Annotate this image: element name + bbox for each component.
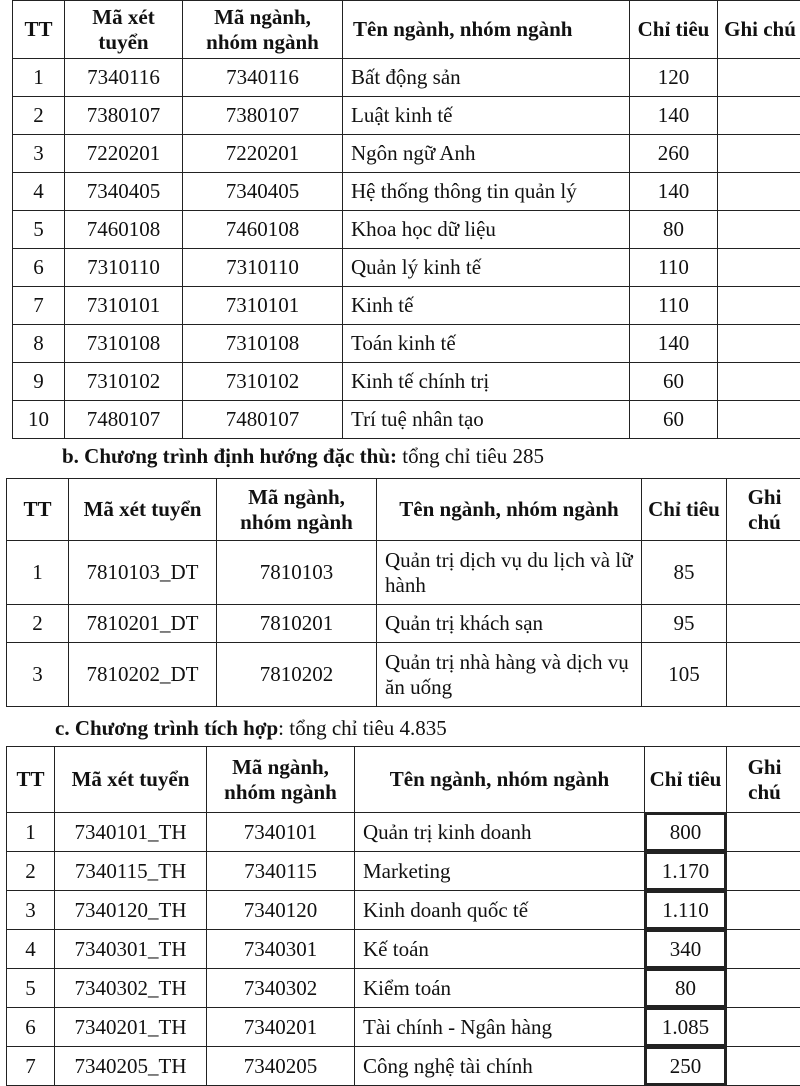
- cell-major-name: Quản lý kinh tế: [343, 249, 630, 287]
- cell-tt: 2: [7, 605, 69, 643]
- table-row: [13, 249, 800, 287]
- section-b-heading: [62, 444, 544, 469]
- cell-quota: 105: [642, 643, 727, 707]
- cell-quota: [645, 1008, 727, 1047]
- cell-major-code: 7340201: [207, 1008, 355, 1047]
- cell-major-name: Quản trị kinh doanh: [355, 813, 645, 852]
- cell-tt: 4: [7, 930, 55, 969]
- table-body: [7, 541, 800, 707]
- header-tt: TT: [7, 479, 69, 541]
- table-row: [7, 891, 800, 930]
- cell-admission-code: 7340302_TH: [55, 969, 207, 1008]
- cell-tt: 9: [13, 363, 65, 401]
- quota-value: 1.110: [645, 891, 726, 929]
- cell-quota: [645, 969, 727, 1008]
- cell-note: [727, 643, 800, 707]
- table-body: [7, 813, 800, 1086]
- cell-quota: 60: [630, 401, 718, 439]
- table-row: [13, 325, 800, 363]
- cell-major-code: 7460108: [183, 211, 343, 249]
- cell-major-name: Toán kinh tế: [343, 325, 630, 363]
- header-quota: Chỉ tiêu: [645, 747, 727, 813]
- cell-tt: 1: [7, 541, 69, 605]
- cell-major-code: 7220201: [183, 135, 343, 173]
- section-b-total: tổng chỉ tiêu 285: [397, 444, 544, 468]
- cell-note: [718, 287, 800, 325]
- table-row: [7, 852, 800, 891]
- quota-value: 1.170: [645, 852, 726, 890]
- cell-tt: 8: [13, 325, 65, 363]
- header-major-name: Tên ngành, nhóm ngành: [355, 747, 645, 813]
- cell-tt: 3: [7, 643, 69, 707]
- header-quota: Chỉ tiêu: [642, 479, 727, 541]
- table-row: [7, 541, 800, 605]
- cell-tt: 7: [13, 287, 65, 325]
- table-row: [13, 211, 800, 249]
- table-header-row: [7, 479, 800, 541]
- header-tt: TT: [7, 747, 55, 813]
- cell-quota: 140: [630, 325, 718, 363]
- cell-tt: 5: [7, 969, 55, 1008]
- cell-quota: 140: [630, 173, 718, 211]
- cell-note: [718, 325, 800, 363]
- cell-quota: 110: [630, 249, 718, 287]
- cell-major-name: Công nghệ tài chính: [355, 1047, 645, 1086]
- cell-major-code: 7340115: [207, 852, 355, 891]
- cell-admission-code: 7380107: [65, 97, 183, 135]
- table-row: [13, 173, 800, 211]
- header-major-code: Mã ngành, nhóm ngành: [207, 747, 355, 813]
- table-row: [7, 643, 800, 707]
- header-note: Ghi chú: [718, 1, 800, 59]
- cell-major-code: 7310102: [183, 363, 343, 401]
- cell-major-name: Kinh tế: [343, 287, 630, 325]
- cell-admission-code: 7220201: [65, 135, 183, 173]
- cell-note: [718, 401, 800, 439]
- cell-note: [718, 59, 800, 97]
- cell-major-code: 7480107: [183, 401, 343, 439]
- cell-major-code: 7310101: [183, 287, 343, 325]
- cell-tt: 3: [7, 891, 55, 930]
- cell-major-name: Luật kinh tế: [343, 97, 630, 135]
- cell-tt: 1: [13, 59, 65, 97]
- cell-major-code: 7340116: [183, 59, 343, 97]
- table-row: [13, 59, 800, 97]
- cell-quota: [645, 813, 727, 852]
- cell-tt: 4: [13, 173, 65, 211]
- cell-tt: 2: [13, 97, 65, 135]
- header-major-code: Mã ngành, nhóm ngành: [183, 1, 343, 59]
- cell-admission-code: 7810202_DT: [69, 643, 217, 707]
- cell-major-name: Bất động sản: [343, 59, 630, 97]
- cell-major-code: 7340302: [207, 969, 355, 1008]
- header-admission-code: Mã xét tuyển: [69, 479, 217, 541]
- section-c-heading: [55, 716, 447, 741]
- table-row: [13, 401, 800, 439]
- cell-major-name: Khoa học dữ liệu: [343, 211, 630, 249]
- table-body: [13, 59, 800, 439]
- cell-major-code: 7340405: [183, 173, 343, 211]
- header-admission-code: Mã xét tuyển: [55, 747, 207, 813]
- cell-major-name: Ngôn ngữ Anh: [343, 135, 630, 173]
- header-admission-code: Mã xét tuyển: [65, 1, 183, 59]
- quota-table-standard: [12, 0, 800, 439]
- cell-quota: 80: [630, 211, 718, 249]
- cell-major-code: 7380107: [183, 97, 343, 135]
- cell-note: [727, 605, 800, 643]
- quota-value: 800: [645, 813, 726, 851]
- cell-admission-code: 7340201_TH: [55, 1008, 207, 1047]
- cell-major-name: Quản trị khách sạn: [377, 605, 642, 643]
- cell-admission-code: 7310102: [65, 363, 183, 401]
- header-quota: Chỉ tiêu: [630, 1, 718, 59]
- table-row: [7, 969, 800, 1008]
- cell-tt: 1: [7, 813, 55, 852]
- table-row: [13, 363, 800, 401]
- cell-tt: 6: [13, 249, 65, 287]
- cell-note: [727, 813, 800, 852]
- cell-note: [727, 969, 800, 1008]
- cell-major-name: Tài chính - Ngân hàng: [355, 1008, 645, 1047]
- cell-major-code: 7340205: [207, 1047, 355, 1086]
- table-row: [7, 1008, 800, 1047]
- cell-admission-code: 7340405: [65, 173, 183, 211]
- header-note: Ghi chú: [727, 479, 800, 541]
- table-row: [13, 97, 800, 135]
- quota-value: 1.085: [645, 1008, 726, 1046]
- cell-major-name: Hệ thống thông tin quản lý: [343, 173, 630, 211]
- cell-note: [727, 891, 800, 930]
- cell-major-name: Trí tuệ nhân tạo: [343, 401, 630, 439]
- table-row: [13, 135, 800, 173]
- cell-quota: 60: [630, 363, 718, 401]
- cell-major-name: Quản trị dịch vụ du lịch và lữ hành: [377, 541, 642, 605]
- section-c-total: : tổng chỉ tiêu 4.835: [278, 716, 447, 740]
- table-row: [7, 1047, 800, 1086]
- cell-note: [718, 211, 800, 249]
- cell-major-name: Kiểm toán: [355, 969, 645, 1008]
- cell-major-code: 7310108: [183, 325, 343, 363]
- cell-admission-code: 7340116: [65, 59, 183, 97]
- cell-tt: 7: [7, 1047, 55, 1086]
- cell-quota: 110: [630, 287, 718, 325]
- quota-value: 250: [645, 1047, 726, 1085]
- table-header-row: [13, 1, 800, 59]
- section-b-label: b. Chương trình định hướng đặc thù:: [62, 444, 397, 468]
- cell-major-name: Kinh doanh quốc tế: [355, 891, 645, 930]
- cell-quota: [645, 852, 727, 891]
- section-c-label: c. Chương trình tích hợp: [55, 716, 278, 740]
- cell-quota: [645, 1047, 727, 1086]
- cell-quota: 95: [642, 605, 727, 643]
- cell-admission-code: 7340301_TH: [55, 930, 207, 969]
- quota-table-special: [6, 478, 800, 707]
- cell-admission-code: 7340115_TH: [55, 852, 207, 891]
- cell-note: [718, 135, 800, 173]
- cell-quota: 85: [642, 541, 727, 605]
- cell-quota: [645, 930, 727, 969]
- header-major-name: Tên ngành, nhóm ngành: [377, 479, 642, 541]
- cell-major-code: 7310110: [183, 249, 343, 287]
- table-row: [7, 605, 800, 643]
- cell-tt: 6: [7, 1008, 55, 1047]
- cell-major-name: Quản trị nhà hàng và dịch vụ ăn uống: [377, 643, 642, 707]
- header-tt: TT: [13, 1, 65, 59]
- cell-major-code: 7810201: [217, 605, 377, 643]
- cell-tt: 5: [13, 211, 65, 249]
- cell-note: [727, 930, 800, 969]
- cell-tt: 2: [7, 852, 55, 891]
- cell-note: [727, 541, 800, 605]
- cell-admission-code: 7340101_TH: [55, 813, 207, 852]
- cell-admission-code: 7810103_DT: [69, 541, 217, 605]
- cell-admission-code: 7810201_DT: [69, 605, 217, 643]
- cell-note: [727, 1008, 800, 1047]
- cell-admission-code: 7480107: [65, 401, 183, 439]
- cell-major-code: 7340101: [207, 813, 355, 852]
- cell-major-name: Marketing: [355, 852, 645, 891]
- table-row: [7, 930, 800, 969]
- cell-note: [727, 1047, 800, 1086]
- table-header-row: [7, 747, 800, 813]
- header-major-code: Mã ngành, nhóm ngành: [217, 479, 377, 541]
- header-major-name: Tên ngành, nhóm ngành: [343, 1, 630, 59]
- quota-table-integrated: [6, 746, 800, 1086]
- cell-major-code: 7340120: [207, 891, 355, 930]
- cell-note: [727, 852, 800, 891]
- cell-admission-code: 7310108: [65, 325, 183, 363]
- table-row: [7, 813, 800, 852]
- cell-admission-code: 7460108: [65, 211, 183, 249]
- cell-admission-code: 7340120_TH: [55, 891, 207, 930]
- cell-note: [718, 173, 800, 211]
- table-row: [13, 287, 800, 325]
- cell-quota: 140: [630, 97, 718, 135]
- cell-major-name: Kế toán: [355, 930, 645, 969]
- cell-admission-code: 7310101: [65, 287, 183, 325]
- cell-tt: 3: [13, 135, 65, 173]
- cell-major-code: 7340301: [207, 930, 355, 969]
- cell-quota: 120: [630, 59, 718, 97]
- cell-quota: 260: [630, 135, 718, 173]
- header-note: Ghi chú: [727, 747, 800, 813]
- cell-admission-code: 7340205_TH: [55, 1047, 207, 1086]
- cell-tt: 10: [13, 401, 65, 439]
- cell-major-code: 7810103: [217, 541, 377, 605]
- quota-value: 80: [645, 969, 726, 1007]
- cell-note: [718, 97, 800, 135]
- cell-note: [718, 249, 800, 287]
- cell-major-name: Kinh tế chính trị: [343, 363, 630, 401]
- cell-quota: [645, 891, 727, 930]
- cell-admission-code: 7310110: [65, 249, 183, 287]
- cell-major-code: 7810202: [217, 643, 377, 707]
- cell-note: [718, 363, 800, 401]
- quota-value: 340: [645, 930, 726, 968]
